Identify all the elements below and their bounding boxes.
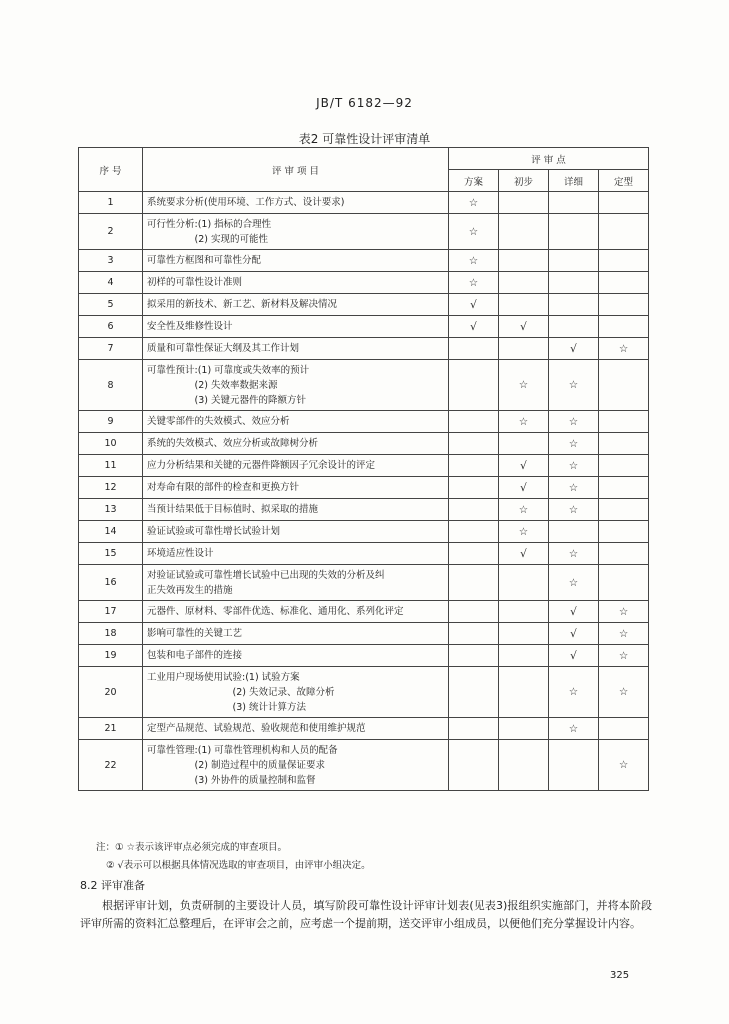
table-row xyxy=(79,667,649,718)
mark-scheme: ☆ xyxy=(449,250,499,272)
review-item-line: 拟采用的新技术、新工艺、新材料及解决情况 xyxy=(147,299,338,310)
table-row xyxy=(79,718,649,740)
header-col-detailed: 详细 xyxy=(549,170,599,192)
mark-preliminary: ☆ xyxy=(499,411,549,433)
mark-final xyxy=(599,214,649,250)
review-item-line: (2) 失效记录、故障分析 xyxy=(147,686,335,698)
mark-scheme xyxy=(449,338,499,360)
review-item-line: 可靠性方框图和可靠性分配 xyxy=(147,255,262,266)
mark-scheme xyxy=(449,521,499,543)
review-item-line: (3) 外协件的质量控制和监督 xyxy=(147,774,316,786)
note-2: ② √表示可以根据具体情况选取的审查项目，由评审小组决定。 xyxy=(106,860,371,871)
mark-scheme: √ xyxy=(449,294,499,316)
review-item-line: 可靠性预计:(1) 可靠度或失效率的预计 xyxy=(147,364,310,376)
mark-final xyxy=(599,499,649,521)
mark-detailed: ☆ xyxy=(549,718,599,740)
review-item-line: (3) 关键元器件的降额方针 xyxy=(147,394,306,406)
mark-detailed xyxy=(549,250,599,272)
mark-scheme xyxy=(449,601,499,623)
mark-final: ☆ xyxy=(599,667,649,718)
row-number: 9 xyxy=(79,411,143,433)
table-row xyxy=(79,338,649,360)
review-item-line: 正失效再发生的措施 xyxy=(147,584,233,596)
mark-preliminary: √ xyxy=(499,543,549,565)
mark-detailed xyxy=(549,316,599,338)
table-row xyxy=(79,543,649,565)
review-item-line: 当预计结果低于目标值时、拟采取的措施 xyxy=(147,504,319,515)
row-number: 16 xyxy=(79,565,143,601)
mark-scheme: ☆ xyxy=(449,272,499,294)
row-number: 10 xyxy=(79,433,143,455)
review-item xyxy=(143,477,449,499)
body-paragraph: 根据评审计划，负责研制的主要设计人员，填写阶段可靠性设计评审计划表(见表3)报组织实施部门，并将本阶段评审所需的资料汇总整理后，在评审会之前，应考虑一个提前期，送交评审小组成员，以便他们充分掌握设计内容。 xyxy=(80,899,652,930)
mark-detailed xyxy=(549,192,599,214)
mark-final xyxy=(599,250,649,272)
mark-final xyxy=(599,565,649,601)
mark-final xyxy=(599,477,649,499)
row-number: 8 xyxy=(79,360,143,411)
mark-scheme xyxy=(449,360,499,411)
mark-preliminary xyxy=(499,214,549,250)
review-item-line: 初样的可靠性设计准则 xyxy=(147,277,243,288)
mark-detailed: √ xyxy=(549,645,599,667)
mark-detailed: √ xyxy=(549,601,599,623)
mark-scheme xyxy=(449,433,499,455)
mark-preliminary xyxy=(499,192,549,214)
mark-final xyxy=(599,718,649,740)
row-number: 4 xyxy=(79,272,143,294)
row-number: 7 xyxy=(79,338,143,360)
table-row xyxy=(79,360,649,411)
mark-detailed: ☆ xyxy=(549,565,599,601)
table-row xyxy=(79,565,649,601)
review-item xyxy=(143,623,449,645)
mark-detailed xyxy=(549,294,599,316)
review-item-line: 元器件、原材料、零部件优选、标准化、通用化、系列化评定 xyxy=(147,606,404,617)
review-item-line: 对寿命有限的部件的检查和更换方针 xyxy=(147,482,300,493)
mark-detailed xyxy=(549,740,599,791)
row-number: 3 xyxy=(79,250,143,272)
mark-preliminary xyxy=(499,645,549,667)
mark-scheme xyxy=(449,667,499,718)
mark-scheme: ☆ xyxy=(449,214,499,250)
mark-scheme xyxy=(449,455,499,477)
review-item xyxy=(143,433,449,455)
mark-detailed xyxy=(549,272,599,294)
mark-scheme xyxy=(449,411,499,433)
mark-detailed: ☆ xyxy=(549,667,599,718)
mark-final xyxy=(599,543,649,565)
row-number: 19 xyxy=(79,645,143,667)
mark-final xyxy=(599,433,649,455)
row-number: 22 xyxy=(79,740,143,791)
review-item xyxy=(143,360,449,411)
header-seq: 序 号 xyxy=(79,148,143,192)
table-row xyxy=(79,740,649,791)
mark-scheme xyxy=(449,740,499,791)
mark-scheme xyxy=(449,477,499,499)
review-checklist-table xyxy=(78,147,649,791)
table-row xyxy=(79,521,649,543)
mark-scheme: ☆ xyxy=(449,192,499,214)
mark-final: ☆ xyxy=(599,338,649,360)
review-item-line: 关键零部件的失效模式、效应分析 xyxy=(147,416,290,427)
mark-preliminary xyxy=(499,718,549,740)
mark-preliminary xyxy=(499,623,549,645)
row-number: 1 xyxy=(79,192,143,214)
mark-final xyxy=(599,521,649,543)
review-item xyxy=(143,667,449,718)
note-1: 注：① ☆表示该评审点必须完成的审查项目。 xyxy=(96,842,288,853)
header-col-final: 定型 xyxy=(599,170,649,192)
review-item-line: 系统要求分析(使用环境、工作方式、设计要求) xyxy=(147,197,345,208)
mark-detailed xyxy=(549,214,599,250)
row-number: 11 xyxy=(79,455,143,477)
mark-preliminary xyxy=(499,667,549,718)
review-item xyxy=(143,316,449,338)
mark-final: ☆ xyxy=(599,601,649,623)
header-col-scheme: 方案 xyxy=(449,170,499,192)
table-row xyxy=(79,433,649,455)
mark-final xyxy=(599,192,649,214)
review-item xyxy=(143,411,449,433)
mark-preliminary: √ xyxy=(499,477,549,499)
review-item-line: 包装和电子部件的连接 xyxy=(147,650,243,661)
mark-detailed: ☆ xyxy=(549,499,599,521)
review-item-line: (3) 统计计算方法 xyxy=(147,701,306,713)
row-number: 14 xyxy=(79,521,143,543)
review-item xyxy=(143,565,449,601)
section-heading: 8.2 评审准备 xyxy=(80,879,145,892)
table-row xyxy=(79,294,649,316)
table-row xyxy=(79,645,649,667)
mark-detailed: ☆ xyxy=(549,411,599,433)
mark-final: ☆ xyxy=(599,645,649,667)
review-item xyxy=(143,740,449,791)
table-notes xyxy=(96,839,371,875)
mark-scheme xyxy=(449,645,499,667)
page-number: 325 xyxy=(610,970,630,981)
mark-final: ☆ xyxy=(599,623,649,645)
review-item-line: 系统的失效模式、效应分析或故障树分析 xyxy=(147,438,319,449)
header-item: 评 审 项 目 xyxy=(143,148,449,192)
mark-final xyxy=(599,411,649,433)
mark-preliminary xyxy=(499,294,549,316)
mark-scheme xyxy=(449,718,499,740)
mark-final xyxy=(599,360,649,411)
row-number: 2 xyxy=(79,214,143,250)
row-number: 21 xyxy=(79,718,143,740)
table-row xyxy=(79,214,649,250)
mark-preliminary xyxy=(499,250,549,272)
table-row xyxy=(79,316,649,338)
table-row xyxy=(79,192,649,214)
row-number: 17 xyxy=(79,601,143,623)
mark-preliminary: √ xyxy=(499,316,549,338)
table-row xyxy=(79,601,649,623)
header-review-points: 评 审 点 xyxy=(449,148,649,170)
mark-final xyxy=(599,294,649,316)
review-item xyxy=(143,645,449,667)
review-item-line: 验证试验或可靠性增长试验计划 xyxy=(147,526,281,537)
review-item-line: 环境适应性设计 xyxy=(147,548,214,559)
row-number: 5 xyxy=(79,294,143,316)
review-item-line: (2) 制造过程中的质量保证要求 xyxy=(147,759,325,771)
review-item-line: 质量和可靠性保证大纲及其工作计划 xyxy=(147,343,300,354)
mark-preliminary xyxy=(499,338,549,360)
mark-detailed: ☆ xyxy=(549,477,599,499)
standard-number: JB/T 6182—92 xyxy=(316,96,413,110)
mark-scheme xyxy=(449,543,499,565)
table-row xyxy=(79,623,649,645)
review-item xyxy=(143,455,449,477)
mark-preliminary xyxy=(499,740,549,791)
mark-final xyxy=(599,316,649,338)
mark-preliminary: ☆ xyxy=(499,521,549,543)
review-item-line: (2) 失效率数据来源 xyxy=(147,379,278,391)
mark-scheme xyxy=(449,623,499,645)
row-number: 6 xyxy=(79,316,143,338)
table-row xyxy=(79,411,649,433)
mark-scheme: √ xyxy=(449,316,499,338)
mark-final: ☆ xyxy=(599,740,649,791)
mark-final xyxy=(599,272,649,294)
mark-preliminary: √ xyxy=(499,455,549,477)
table-row xyxy=(79,272,649,294)
table-row xyxy=(79,250,649,272)
mark-detailed: √ xyxy=(549,623,599,645)
mark-detailed xyxy=(549,521,599,543)
review-item-line: (2) 实现的可能性 xyxy=(147,233,268,245)
review-item-line: 对验证试验或可靠性增长试验中已出现的失效的分析及纠 xyxy=(147,569,385,581)
row-number: 20 xyxy=(79,667,143,718)
review-item xyxy=(143,192,449,214)
mark-detailed: ☆ xyxy=(549,360,599,411)
mark-scheme xyxy=(449,565,499,601)
mark-detailed: ☆ xyxy=(549,433,599,455)
row-number: 13 xyxy=(79,499,143,521)
table-body xyxy=(79,192,649,791)
review-item-line: 可靠性管理:(1) 可靠性管理机构和人员的配备 xyxy=(147,744,338,756)
mark-detailed: ☆ xyxy=(549,543,599,565)
table-row xyxy=(79,477,649,499)
mark-preliminary xyxy=(499,601,549,623)
review-item-line: 安全性及维修性设计 xyxy=(147,321,233,332)
mark-preliminary xyxy=(499,272,549,294)
review-item-line: 影响可靠性的关键工艺 xyxy=(147,628,243,639)
review-item xyxy=(143,294,449,316)
review-item-line: 应力分析结果和关键的元器件降额因子冗余设计的评定 xyxy=(147,460,376,471)
table-row xyxy=(79,499,649,521)
review-item xyxy=(143,521,449,543)
row-number: 15 xyxy=(79,543,143,565)
table-caption: 表2 可靠性设计评审清单 xyxy=(298,132,431,146)
row-number: 12 xyxy=(79,477,143,499)
header-col-preliminary: 初步 xyxy=(499,170,549,192)
review-item xyxy=(143,543,449,565)
review-item-line: 定型产品规范、试验规范、验收规范和使用维护规范 xyxy=(147,723,366,734)
mark-preliminary xyxy=(499,433,549,455)
mark-final xyxy=(599,455,649,477)
mark-preliminary: ☆ xyxy=(499,499,549,521)
mark-scheme xyxy=(449,499,499,521)
review-item-line: 可行性分析:(1) 指标的合理性 xyxy=(147,218,272,230)
row-number: 18 xyxy=(79,623,143,645)
mark-detailed: ☆ xyxy=(549,455,599,477)
review-item-line: 工业用户现场使用试验:(1) 试验方案 xyxy=(147,671,300,683)
review-item xyxy=(143,499,449,521)
table-row xyxy=(79,455,649,477)
mark-preliminary xyxy=(499,565,549,601)
review-item xyxy=(143,601,449,623)
review-item xyxy=(143,272,449,294)
review-item xyxy=(143,338,449,360)
review-item xyxy=(143,250,449,272)
mark-preliminary: ☆ xyxy=(499,360,549,411)
review-item xyxy=(143,718,449,740)
mark-detailed: √ xyxy=(549,338,599,360)
review-item xyxy=(143,214,449,250)
